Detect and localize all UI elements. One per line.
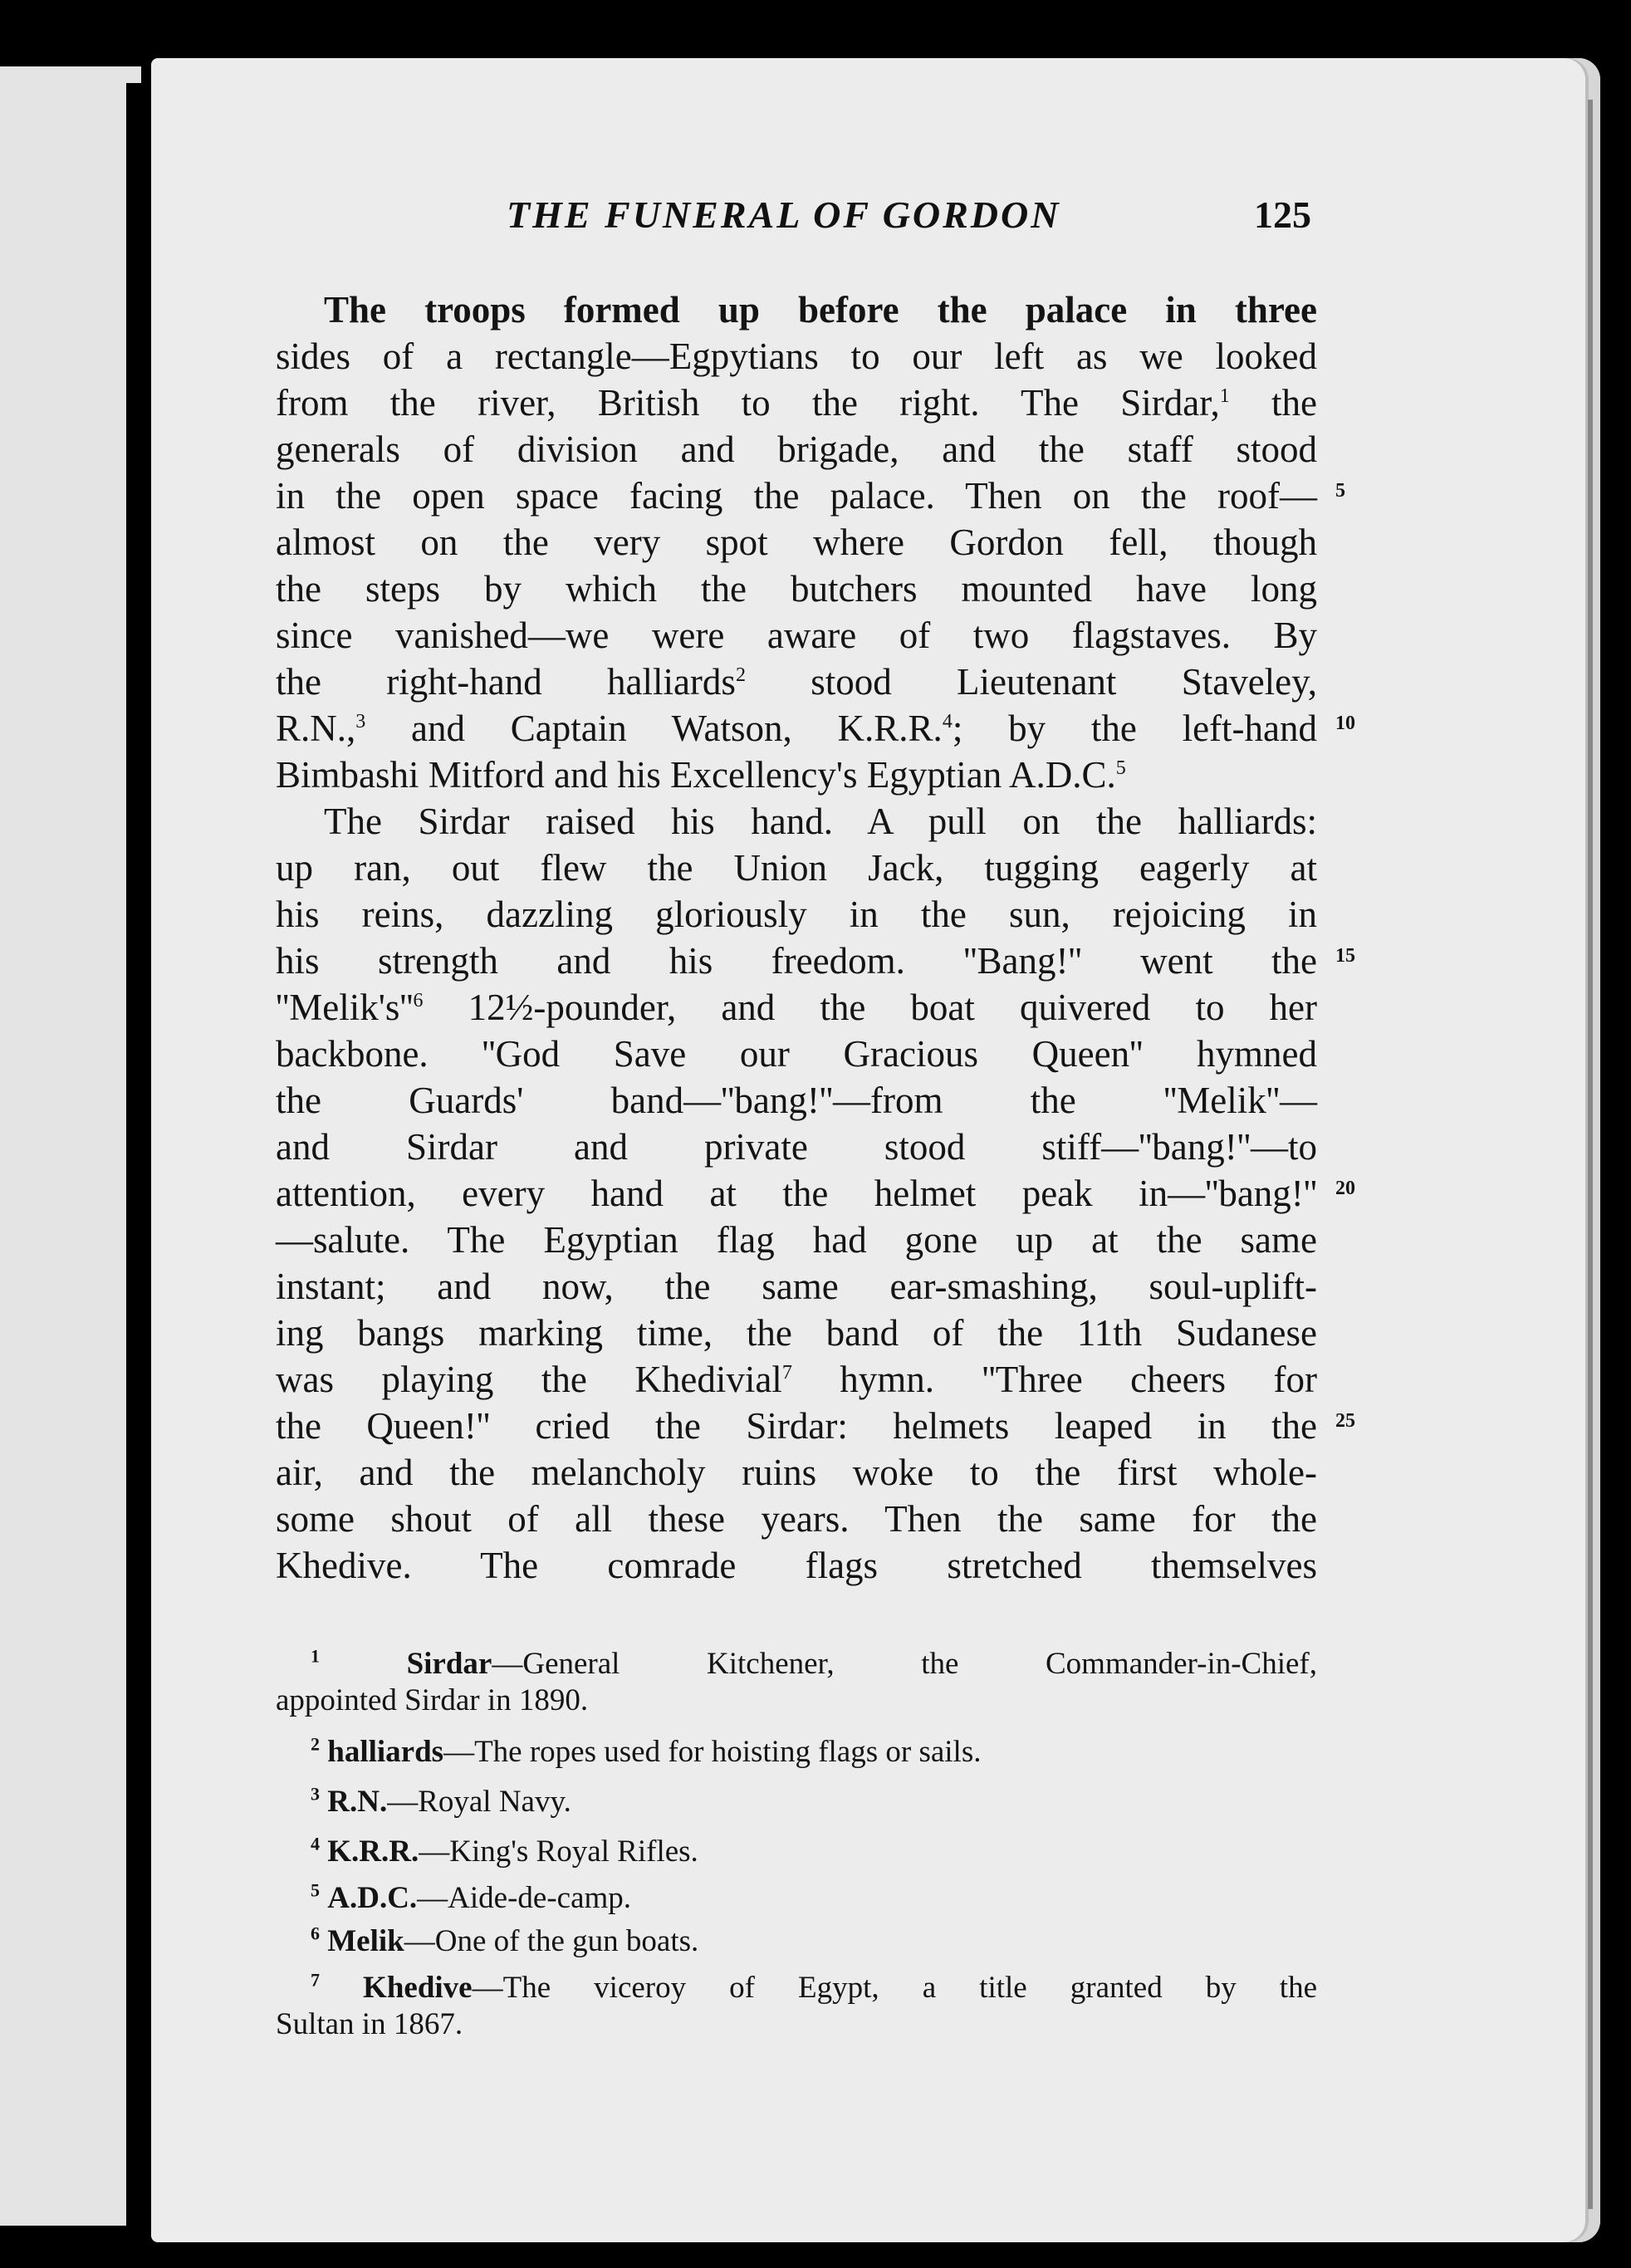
body-line: in the open space facing the palace. Then on the roof— xyxy=(276,475,1317,517)
body-line: and Sirdar and private stood stiff—''bang!''—to xyxy=(276,1126,1317,1168)
footnote: $^4$ K.R.R.—King's Royal Rifles. xyxy=(311,1833,698,1869)
body-line: his reins, dazzling gloriously in the sun, rejoicing in xyxy=(276,894,1317,935)
footnote: $^2$ halliards—The ropes used for hoisting flags or sails. xyxy=(311,1733,982,1769)
body-line: from the river, British to the right. The Sirdar,$^1$ the xyxy=(276,382,1317,424)
line-number: 5 xyxy=(1335,480,1345,502)
note-ref: 4 xyxy=(942,711,953,732)
body-line: up ran, out flew the Union Jack, tugging eagerly at xyxy=(276,847,1317,889)
line-number: 15 xyxy=(1335,945,1355,967)
body-line: The troops formed up before the palace in three xyxy=(324,289,1317,331)
running-head: THE FUNERAL OF GORDON xyxy=(507,193,1061,236)
body-line: backbone. ''God Save our Gracious Queen'' hymned xyxy=(276,1033,1317,1075)
body-line: instant; and now, the same ear-smashing, soul-uplift- xyxy=(276,1266,1317,1307)
body-line: Khedive. The comrade flags stretched themselves xyxy=(276,1545,1317,1586)
body-line: —salute. The Egyptian flag had gone up at the same xyxy=(276,1219,1317,1261)
body-line: sides of a rectangle—Egpytians to our left as we looked xyxy=(276,336,1317,377)
book-gutter xyxy=(126,83,151,2226)
line-number: 25 xyxy=(1335,1410,1355,1432)
footnote-continuation: Sultan in 1867. xyxy=(276,2007,463,2041)
body-line: ''$Melik's''^6$ 12½-pounder, and the boat quivered to her xyxy=(276,987,1317,1028)
footnote: $^7$ Khedive—The viceroy of Egypt, a title granted by the xyxy=(311,1969,1317,2005)
body-line: almost on the very spot where Gordon fell, though xyxy=(276,522,1317,563)
line-number: 20 xyxy=(1335,1178,1355,1199)
note-ref: 7 xyxy=(781,1362,792,1384)
body-line: R.N.,$^3$ and Captain Watson, K.R.R.$^4$; by the left-hand xyxy=(276,708,1317,749)
footnote: $^5$ A.D.C.—Aide-de-camp. xyxy=(311,1879,632,1915)
footnote: $^6$ Melik—One of the gun boats. xyxy=(311,1923,699,1958)
footnote: $^3$ R.N.—Royal Navy. xyxy=(311,1783,571,1819)
body-line: attention, every hand at the helmet peak in—''bang!'' xyxy=(276,1173,1317,1214)
body-line: air, and the melancholy ruins woke to the first whole- xyxy=(276,1452,1317,1493)
body-line: the right-hand halliards$^2$ stood Lieutenant Staveley, xyxy=(276,661,1317,703)
body-line: some shout of all these years. Then the same for the xyxy=(276,1498,1317,1540)
page-edge-shadow xyxy=(1588,100,1593,2209)
note-ref: 6 xyxy=(413,990,424,1012)
body-line: his strength and his freedom. ''Bang!'' went the xyxy=(276,940,1317,982)
body-line: the Guards' band—''bang!''—from the ''Melik''— xyxy=(276,1080,1317,1121)
body-line: was playing the Khedivial$^7$ hymn. ''Three cheers for xyxy=(276,1359,1318,1400)
body-line: since vanished—we were aware of two flagstaves. By xyxy=(276,615,1317,656)
facing-page-edge xyxy=(0,66,141,2226)
body-line: Bimbashi Mitford and his Excellency's Egyptian A.D.C.$^5$ xyxy=(276,754,1126,796)
note-ref: 1 xyxy=(1219,385,1230,407)
note-ref: 5 xyxy=(1115,757,1126,779)
footnote: $^1$ Sirdar—General Kitchener, the Commander-in-Chief, xyxy=(311,1645,1317,1681)
body-line: The Sirdar raised his hand. A pull on the halliards: xyxy=(324,801,1317,842)
note-ref: 3 xyxy=(355,711,366,732)
note-ref: 2 xyxy=(735,664,746,686)
body-line: generals of division and brigade, and the staff stood xyxy=(276,429,1317,470)
body-line: ing bangs marking time, the band of the 11th Sudanese xyxy=(276,1312,1317,1354)
body-line: the steps by which the butchers mounted have long xyxy=(276,568,1317,610)
body-line: the Queen!'' cried the Sirdar: helmets leaped in the xyxy=(276,1405,1317,1447)
page-number: 125 xyxy=(1254,193,1311,236)
line-number: 10 xyxy=(1335,713,1355,734)
footnote-continuation: appointed Sirdar in 1890. xyxy=(276,1683,589,1717)
